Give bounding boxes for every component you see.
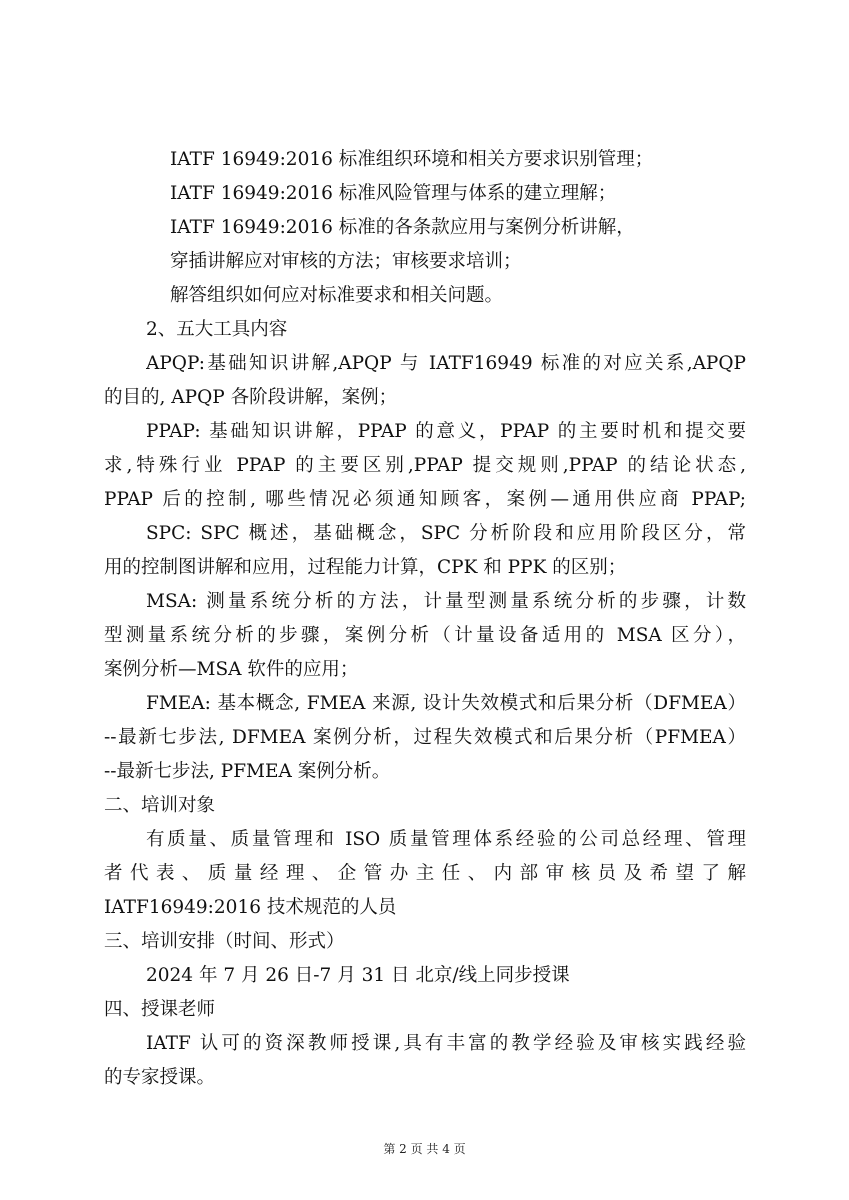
audience-line-3: IATF16949:2016 技术规范的人员 bbox=[104, 897, 397, 918]
page-number-footer: 第 2 页 共 4 页 bbox=[383, 1142, 466, 1156]
apqp-line-2: 的目的, APQP 各阶段讲解，案例； bbox=[104, 387, 398, 408]
fmea-line-2: --最新七步法, DFMEA 案例分析，过程失效模式和后果分析（PFMEA） bbox=[104, 727, 746, 748]
iatf-context-item: IATF 16949:2016 标准组织环境和相关方要求识别管理； bbox=[170, 149, 654, 170]
msa-line-3: 案例分析—MSA 软件的应用； bbox=[104, 659, 359, 680]
audit-method-item: 穿插讲解应对审核的方法；审核要求培训； bbox=[170, 251, 522, 272]
instructor-line-1: IATF 认可的资深教师授课,具有丰富的教学经验及审核实践经验 bbox=[146, 1033, 746, 1054]
spc-line-1: SPC: SPC 概述，基础概念，SPC 分析阶段和应用阶段区分，常 bbox=[146, 523, 746, 544]
section-heading-audience: 二、培训对象 bbox=[104, 795, 216, 816]
ppap-line-2: 求,特殊行业 PPAP 的主要区别,PPAP 提交规则,PPAP 的结论状态, bbox=[104, 455, 746, 476]
apqp-line-1: APQP:基础知识讲解,APQP 与 IATF16949 标准的对应关系,APQP bbox=[146, 353, 746, 374]
qa-item: 解答组织如何应对标准要求和相关问题。 bbox=[170, 285, 504, 306]
ppap-line-1: PPAP: 基础知识讲解，PPAP 的意义，PPAP 的主要时机和提交要 bbox=[146, 421, 746, 442]
section-heading-instructor: 四、授课老师 bbox=[104, 999, 216, 1020]
audience-line-2: 者代表、质量经理、企管办主任、内部审核员及希望了解 bbox=[104, 863, 746, 884]
five-tools-heading: 2、五大工具内容 bbox=[146, 319, 288, 340]
iatf-clause-item: IATF 16949:2016 标准的各条款应用与案例分析讲解， bbox=[170, 217, 635, 238]
msa-line-1: MSA: 测量系统分析的方法，计量型测量系统分析的步骤，计数 bbox=[146, 591, 746, 612]
fmea-line-1: FMEA: 基本概念, FMEA 来源, 设计失效模式和后果分析（DFMEA） bbox=[146, 693, 746, 714]
iatf-risk-item: IATF 16949:2016 标准风险管理与体系的建立理解； bbox=[170, 183, 617, 204]
fmea-line-3: --最新七步法, PFMEA 案例分析。 bbox=[104, 761, 391, 782]
schedule-detail: 2024 年 7 月 26 日-7 月 31 日 北京/线上同步授课 bbox=[146, 965, 570, 986]
spc-line-2: 用的控制图讲解和应用，过程能力计算，CPK 和 PPK 的区别； bbox=[104, 557, 627, 578]
msa-line-2: 型测量系统分析的步骤，案例分析（计量设备适用的 MSA 区分）， bbox=[104, 625, 746, 646]
instructor-line-2: 的专家授课。 bbox=[104, 1067, 216, 1088]
audience-line-1: 有质量、质量管理和 ISO 质量管理体系经验的公司总经理、管理 bbox=[146, 829, 746, 850]
section-heading-schedule: 三、培训安排（时间、形式） bbox=[104, 931, 345, 952]
ppap-line-3: PPAP 后的控制, 哪些情况必须通知顾客，案例—通用供应商 PPAP; bbox=[104, 489, 746, 510]
